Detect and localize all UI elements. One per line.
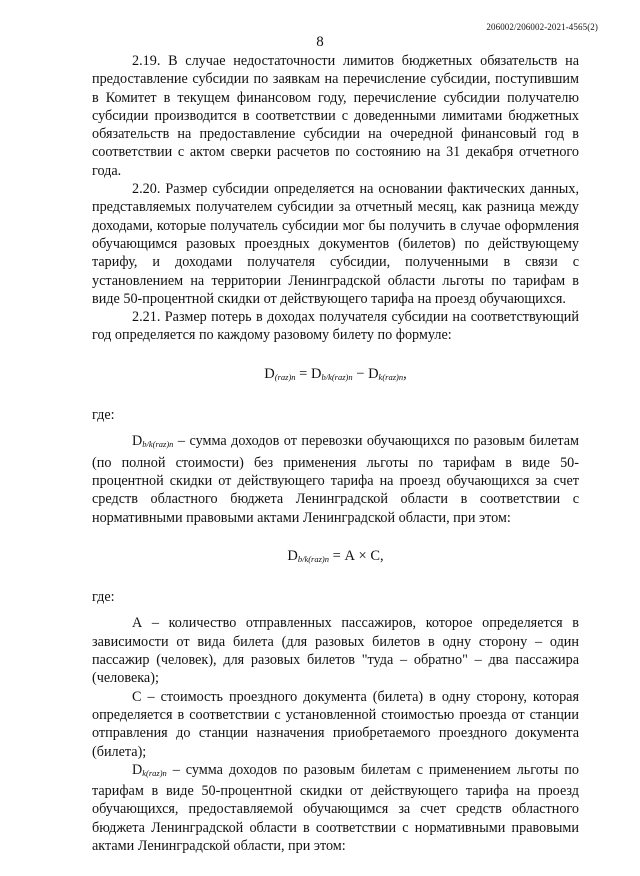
formula-loss: $D_{(raz)n} = D_{b/k(raz)n} - D_{k(raz)n}$,	[264, 365, 407, 382]
where-label-1: где:	[92, 407, 115, 424]
definition-dbk: $D_{b/k(raz)n}$ – сумма доходов от перевозки обучающихся по разовым билетам (по полной стоимости) без применения льготы по тарифам в виде 50-процентной скидки от действующего тарифа на проезд обучающихся за счет средств областного бюджета Ленинградской области в соответствии с нормативными правовыми актами Ленинградской области, при этом:	[92, 433, 579, 526]
page-number: 8	[316, 34, 324, 50]
formula-lhs: $D_{(raz)n}$	[264, 365, 296, 382]
formula-term-discount: $D_{k(raz)n}$	[368, 365, 404, 382]
paragraph-2-19: 2.19. В случае недостаточности лимитов бюджетных обязательств на предоставление субсидии по заявкам на перечисление субсидии, поступившим в Комитет в текущем финансовом году, перечисление субсидии получателю субсидии производится в соответствии с доведенными лимитами бюджетных обязательств на предоставление субсидии на очередной финансовый год в соответствии с актом сверки расчетов по состоянию на 31 декабря отчетного года.	[92, 53, 579, 179]
definition-c: С – стоимость проездного документа (билета) в одну сторону, которая определяется в соответствии с установленной стоимостью проезда от станции отправления до станции назначения приобретаемого проездного документа (билета);	[92, 688, 579, 760]
where-label-2: где:	[92, 589, 115, 606]
formula-term-full-price: $D_{b/k(raz)n}$	[310, 365, 353, 382]
document-body	[92, 52, 579, 855]
definition-dk: $D_{k(raz)n}$ – сумма доходов по разовым билетам с применением льготы по тарифам в виде 50-процентной скидки от действующего тарифа на проезд обучающихся, предоставляемой обучающимся за счет средств областного бюджета Ленинградской области в соответствии с нормативными правовыми актами Ленинградской области, при этом:	[92, 761, 579, 854]
paragraph-2-20: 2.20. Размер субсидии определяется на основании фактических данных, представляемых получателем субсидии за отчетный месяц, как разница между доходами, которые получатель субсидии мог бы получить в случае оформления обучающимся разовых проездных документов (билетов) по действующему тарифу, и доходами получателя субсидии, полученными в связи с установлением на территории Ленинградской области льготы по тарифам в виде 50-процентной скидки от действующего тарифа на проезд обучающихся.	[92, 181, 579, 307]
paragraph-2-21: 2.21. Размер потерь в доходах получателя субсидии на соответствующий год определяется по каждому разовому билету по формуле:	[92, 309, 579, 344]
definition-a: А – количество отправленных пассажиров, которое определяется в зависимости от вида билета (для разовых билетов в одну сторону – один пассажир (человек), для разовых билетов "туда – обратно" – два пассажира (человека);	[92, 615, 579, 687]
formula-dbk: $D_{b/k(raz)n} = А \times С$,	[287, 547, 384, 564]
document-id: 206002/206002-2021-4565(2)	[486, 22, 598, 32]
